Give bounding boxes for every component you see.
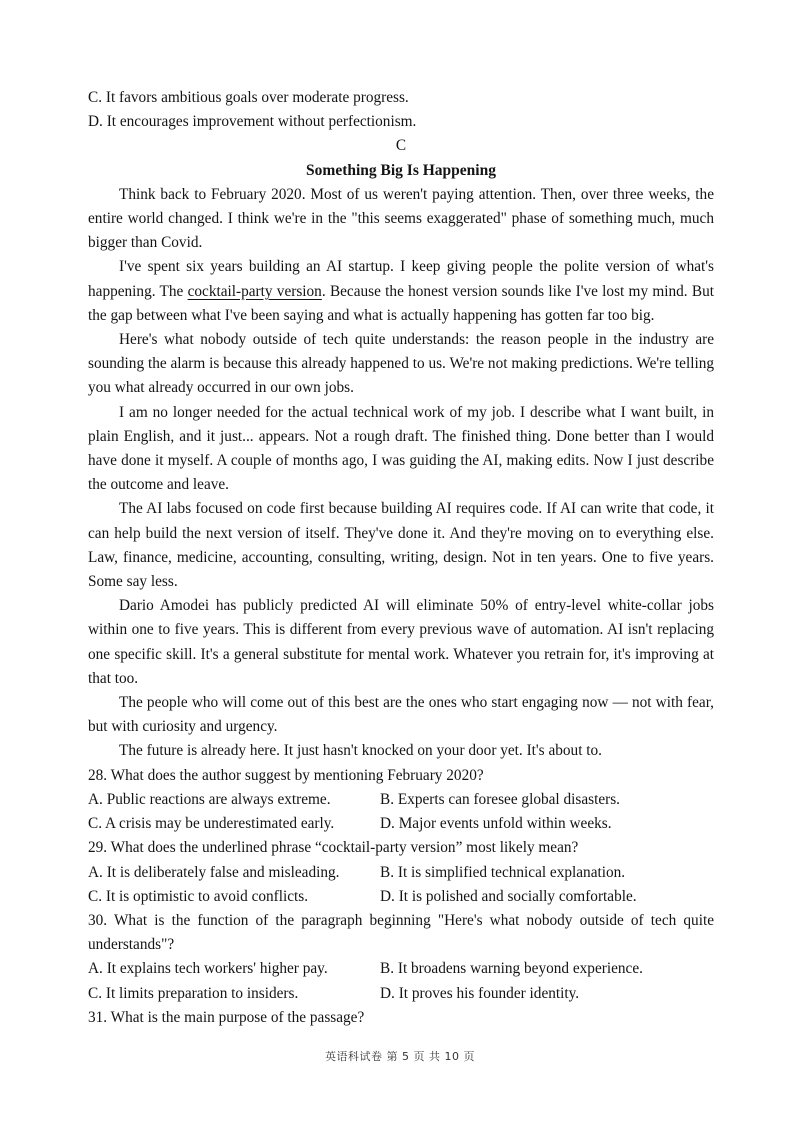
paragraph-3: Here's what nobody outside of tech quite understands: the reason people in the industry are sounding the alarm is because this already happened to us. We're not making predictions. We're telling you what already occurred in our own jobs. [88, 331, 714, 397]
option-a: A. It explains tech workers' higher pay. [88, 960, 328, 978]
option-d: D. Major events unfold within weeks. [380, 815, 612, 833]
question-29 [88, 836, 714, 909]
option-c: C. It is optimistic to avoid conflicts. [88, 887, 309, 905]
paragraph-7: The people who will come out of this best are the ones who start engaging now — not with fear, but with curiosity and urgency. [88, 694, 714, 736]
option-b: B. It is simplified technical explanation. [380, 863, 626, 881]
paragraph-6: Dario Amodei has publicly predicted AI will eliminate 50% of entry-level white-collar jobs within one to five years. This is different from every previous wave of automation. AI isn't replacing one specific skill. It's a general substitute for mental work. Whatever you retrain for, it's improving at that too. [88, 597, 714, 687]
option-a: A. Public reactions are always extreme. [88, 790, 331, 808]
page-footer: 英语科试卷 第 5 页 共 10 页 [325, 1050, 475, 1063]
option-d: D. It proves his founder identity. [380, 984, 580, 1002]
option-d: D. It is polished and socially comfortable. [380, 887, 637, 905]
option-a: A. It is deliberately false and misleading. [88, 863, 340, 881]
paragraph-4: I am no longer needed for the actual technical work of my job. I describe what I want built, in plain English, and it just... appears. Not a rough draft. The finished thing. Done better than I would have done it myself. A couple of months ago, I was guiding the AI, making edits. Now I just describe the outcome and leave. [88, 403, 714, 494]
option-b: B. It broadens warning beyond experience. [380, 960, 643, 978]
option-c: C. A crisis may be underestimated early. [88, 815, 335, 833]
paragraph-5: The AI labs focused on code first because building AI requires code. If AI can write that code, it can help build the next version of itself. They've done it. And they're moving on to everything else. Law, finance, medicine, accounting, consulting, writing, design. Not in ten years. One to five years. Some say less. [88, 500, 714, 591]
passage-title: Something Big Is Happening [306, 161, 496, 179]
question-28 [88, 764, 714, 837]
prev-option-d: D. It encourages improvement without perfectionism. [88, 113, 417, 131]
question-stem: 28. What does the author suggest by mentioning February 2020? [88, 766, 484, 784]
paragraph-2-before: I've spent six years building an AI startup. I keep giving people the polite version of what's happening. The [88, 258, 714, 300]
question-stem: 31. What is the main purpose of the passage? [88, 1008, 365, 1026]
question-stem: 29. What does the underlined phrase “cocktail-party version” most likely mean? [88, 839, 579, 857]
paragraph-8: The future is already here. It just hasn't knocked on your door yet. It's about to. [119, 742, 602, 760]
paragraph-2-after: . Because the honest version sounds like I've lost my mind. But the gap between what I've been saying and what is actually happening has gotten far too big. [88, 282, 714, 324]
question-stem: 30. What is the function of the paragraph beginning "Here's what nobody outside of tech quite understands"? [88, 911, 714, 954]
option-b: B. Experts can foresee global disasters. [380, 790, 620, 808]
underlined-phrase: cocktail-party version [187, 282, 322, 300]
option-c: C. It limits preparation to insiders. [88, 984, 299, 1002]
paragraph-1: Think back to February 2020. Most of us weren't paying attention. Then, over three weeks, the entire world changed. I think we're in the "this seems exaggerated" phase of something much, much bigger than Covid. [88, 185, 714, 252]
question-31 [88, 1006, 714, 1030]
prev-option-c: C. It favors ambitious goals over moderate progress. [88, 89, 409, 106]
paragraph-2 [88, 255, 714, 328]
exam-page [88, 86, 714, 1030]
section-letter: C [395, 137, 407, 155]
question-30 [88, 909, 714, 1006]
